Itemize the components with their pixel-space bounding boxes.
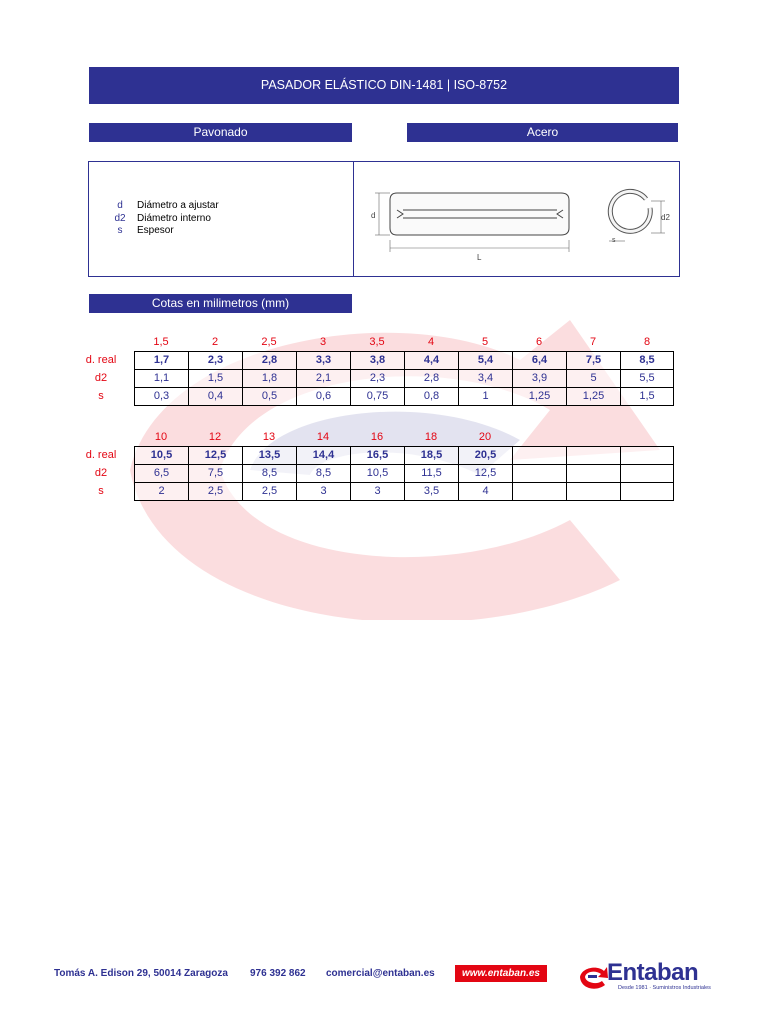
table-cell: 20,5 xyxy=(458,446,512,464)
diagram-label-d: d xyxy=(371,211,376,220)
header-cell: 16 xyxy=(370,431,384,443)
table-cell: 0,5 xyxy=(242,387,296,406)
table-cell: 3,4 xyxy=(458,369,512,387)
pin-diagram xyxy=(359,180,675,270)
diagram-label-s: s xyxy=(612,237,616,244)
table-cell: 2,3 xyxy=(188,351,242,369)
footer-address: Tomás A. Edison 29, 50014 Zaragoza xyxy=(54,968,228,979)
table-cell xyxy=(566,464,620,482)
table-cell: 1,25 xyxy=(566,387,620,406)
table-cell: 3,3 xyxy=(296,351,350,369)
table-cell: 5,4 xyxy=(458,351,512,369)
table-cell: 13,5 xyxy=(242,446,296,464)
table-cell: 11,5 xyxy=(404,464,458,482)
table-cell: 1,8 xyxy=(242,369,296,387)
table-cell: 4,4 xyxy=(404,351,458,369)
table-cell: 10,5 xyxy=(134,446,188,464)
table-cell: 8,5 xyxy=(242,464,296,482)
table-cell: 1,5 xyxy=(188,369,242,387)
table-cell xyxy=(512,464,566,482)
legend-desc: Diámetro a ajustar xyxy=(137,200,219,211)
table-cell: 4 xyxy=(458,482,512,501)
legend-key: d2 xyxy=(114,212,126,224)
legend-item xyxy=(103,213,219,226)
table-cell: 14,4 xyxy=(296,446,350,464)
legend-desc: Espesor xyxy=(137,225,174,236)
table-cell: 10,5 xyxy=(350,464,404,482)
table-cell: 3 xyxy=(296,482,350,501)
header-cell: 7 xyxy=(589,336,597,348)
table-cell xyxy=(566,446,620,464)
table-cell: 2,8 xyxy=(242,351,296,369)
table-cell: 3,9 xyxy=(512,369,566,387)
row-label: s xyxy=(98,485,104,497)
legend-key: s xyxy=(117,225,123,236)
header-cell: 20 xyxy=(478,431,492,443)
table-cell: 2 xyxy=(134,482,188,501)
header-cell: 4 xyxy=(427,336,435,348)
table-cell: 0,3 xyxy=(134,387,188,406)
footer-phone[interactable]: 976 392 862 xyxy=(250,968,306,979)
legend-item xyxy=(103,200,219,213)
table-cell: 1,1 xyxy=(134,369,188,387)
footer-web-link[interactable]: www.entaban.es xyxy=(455,965,547,982)
table-cell: 3,5 xyxy=(404,482,458,501)
header-cell: 13 xyxy=(262,431,276,443)
brand-logo xyxy=(578,960,718,994)
table-cell: 8,5 xyxy=(620,351,674,369)
table-cell: 5 xyxy=(566,369,620,387)
table-cell xyxy=(620,464,674,482)
diagram-label-l: L xyxy=(477,253,482,262)
entaban-logo-icon xyxy=(578,964,608,990)
info-box xyxy=(88,161,680,277)
table-cell xyxy=(620,482,674,501)
table-cell: 2,8 xyxy=(404,369,458,387)
diagram-label-d2: d2 xyxy=(661,213,670,222)
table-cell: 2,5 xyxy=(242,482,296,501)
table-cell: 7,5 xyxy=(188,464,242,482)
table-cell xyxy=(620,446,674,464)
row-label: d. real xyxy=(85,354,117,366)
row-label: d2 xyxy=(94,467,108,479)
table-cell: 2,3 xyxy=(350,369,404,387)
legend-key: d xyxy=(117,200,123,211)
table-cell: 7,5 xyxy=(566,351,620,369)
table-cell: 12,5 xyxy=(458,464,512,482)
table-cell: 12,5 xyxy=(188,446,242,464)
page-title: PASADOR ELÁSTICO DIN-1481 | ISO-8752 xyxy=(89,67,679,104)
legend xyxy=(103,200,219,238)
table-cell: 16,5 xyxy=(350,446,404,464)
table-cell xyxy=(512,482,566,501)
table-cell: 0,6 xyxy=(296,387,350,406)
table-cell: 2,5 xyxy=(188,482,242,501)
header-cell: 14 xyxy=(316,431,330,443)
header-cell: 18 xyxy=(424,431,438,443)
header-cell: 1,5 xyxy=(153,336,169,348)
table-cell: 8,5 xyxy=(296,464,350,482)
header-cell: 6 xyxy=(535,336,543,348)
table-cell xyxy=(512,446,566,464)
row-label: s xyxy=(98,390,104,402)
pin-side-view xyxy=(375,193,569,252)
material-label: Acero xyxy=(407,123,678,142)
footer-email[interactable]: comercial@entaban.es xyxy=(326,968,435,979)
header-cell: 3,5 xyxy=(369,336,385,348)
header-cell: 2,5 xyxy=(261,336,277,348)
table-cell: 0,4 xyxy=(188,387,242,406)
table-cell: 18,5 xyxy=(404,446,458,464)
info-divider xyxy=(353,162,354,276)
brand-name: Entaban xyxy=(607,959,699,986)
table-cell: 1,25 xyxy=(512,387,566,406)
table-cell: 3,8 xyxy=(350,351,404,369)
row-label: d2 xyxy=(94,372,108,384)
row-label: d. real xyxy=(85,449,117,461)
pin-end-view xyxy=(609,191,665,241)
table-cell: 2,1 xyxy=(296,369,350,387)
header-cell: 10 xyxy=(154,431,168,443)
table-cell: 3 xyxy=(350,482,404,501)
dimensions-label: Cotas en milimetros (mm) xyxy=(89,294,352,313)
brand-tagline: Desde 1981 · Suministros Industriales xyxy=(618,985,711,991)
table-cell: 6,4 xyxy=(512,351,566,369)
header-cell: 2 xyxy=(211,336,219,348)
header-cell: 3 xyxy=(319,336,327,348)
table-cell xyxy=(566,482,620,501)
finish-label: Pavonado xyxy=(89,123,352,142)
legend-item xyxy=(103,225,219,238)
table-cell: 1,7 xyxy=(134,351,188,369)
header-cell: 5 xyxy=(481,336,489,348)
header-cell: 8 xyxy=(643,336,651,348)
legend-desc: Diámetro interno xyxy=(137,212,211,224)
table-cell: 5,5 xyxy=(620,369,674,387)
table-cell: 1,5 xyxy=(620,387,674,406)
table-cell: 0,8 xyxy=(404,387,458,406)
header-cell: 12 xyxy=(208,431,222,443)
table-cell: 0,75 xyxy=(350,387,404,406)
table-cell: 1 xyxy=(458,387,512,406)
table-cell: 6,5 xyxy=(134,464,188,482)
